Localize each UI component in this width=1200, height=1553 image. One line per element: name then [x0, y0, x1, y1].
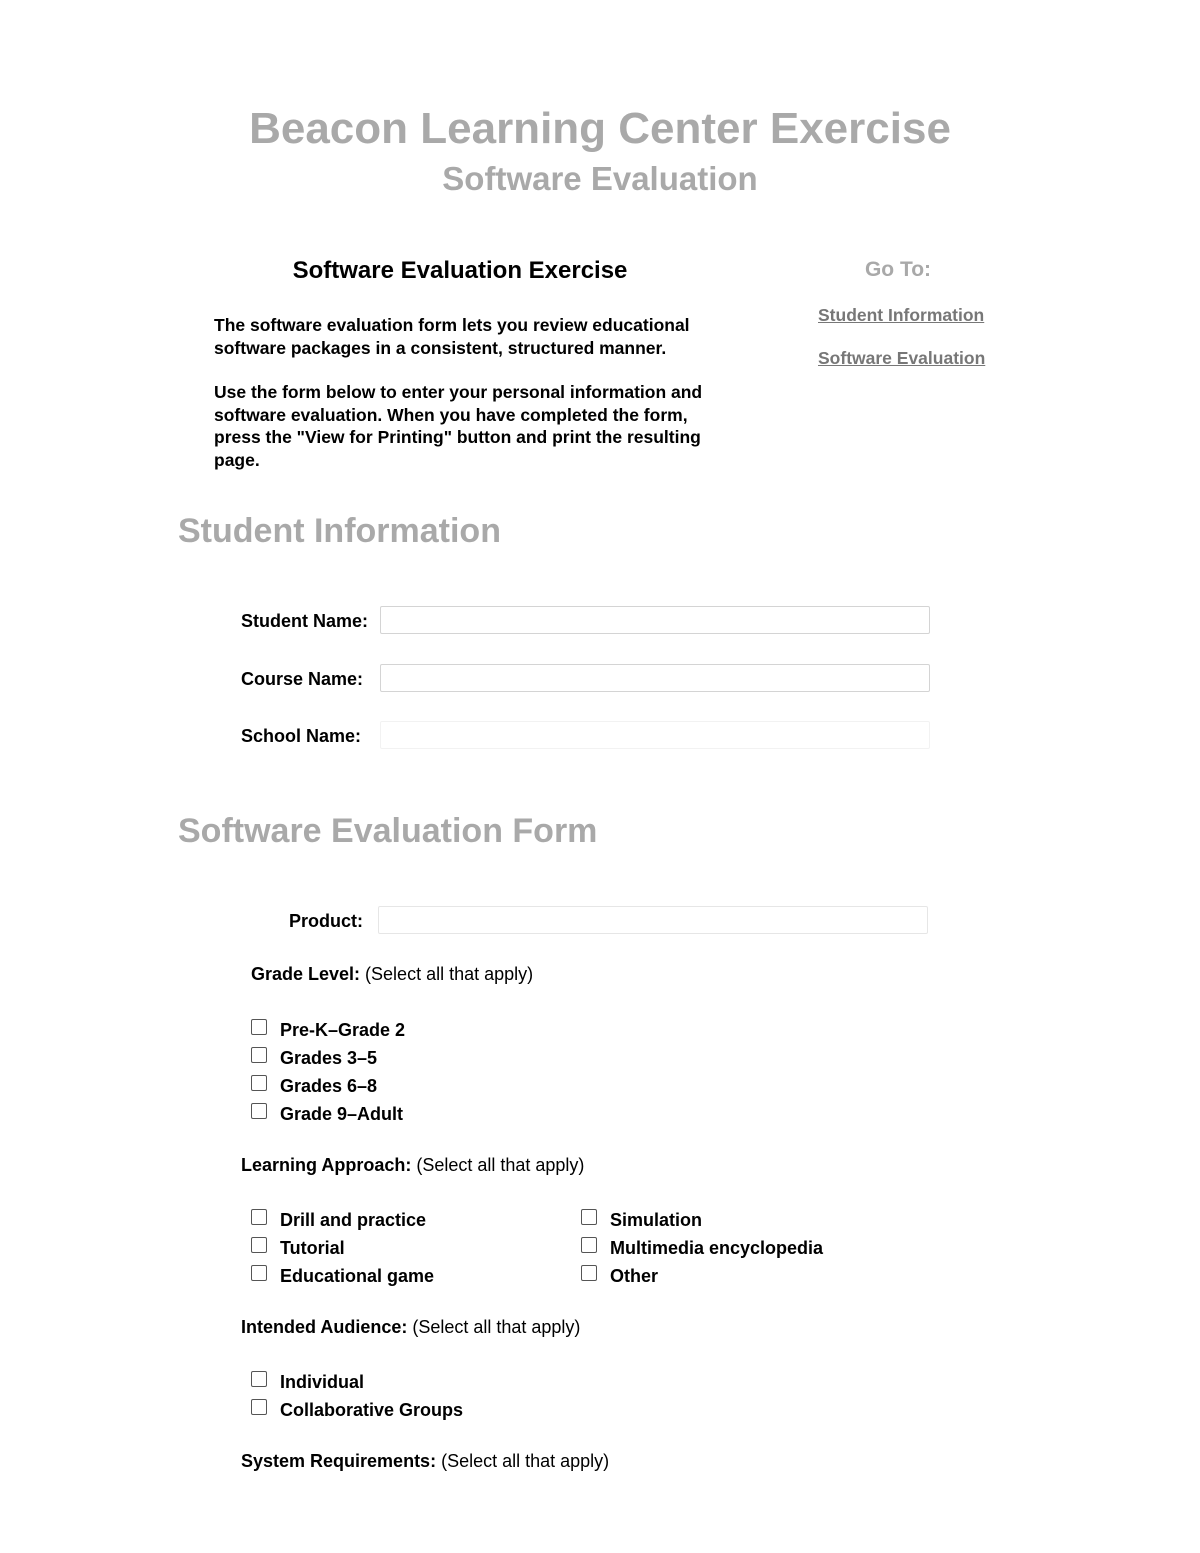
- other-label: Other: [610, 1265, 659, 1286]
- goto-link-student-information[interactable]: Student Information: [818, 305, 985, 325]
- intended-audience-hint: (Select all that apply): [407, 1317, 581, 1337]
- learning-approach-title: Learning Approach:: [241, 1155, 412, 1175]
- grade-level-hint: (Select all that apply): [360, 964, 534, 984]
- school-name-field[interactable]: [380, 721, 930, 749]
- grade-9-adult-checkbox[interactable]: [251, 1103, 267, 1119]
- student-name-field[interactable]: [380, 606, 930, 634]
- grade-prek-2-label: Pre-K–Grade 2: [280, 1019, 406, 1040]
- grade-level-title: Grade Level:: [251, 964, 361, 984]
- individual-checkbox[interactable]: [251, 1371, 267, 1387]
- grade-9-adult-option[interactable]: [251, 1102, 403, 1126]
- grade-6-8-label: Grades 6–8: [280, 1075, 378, 1096]
- page-title: Beacon Learning Center Exercise: [249, 104, 951, 153]
- drill-and-practice-option[interactable]: [251, 1208, 426, 1232]
- grade-level-label: [251, 964, 533, 985]
- collaborative-groups-option[interactable]: [251, 1398, 463, 1422]
- collaborative-groups-checkbox[interactable]: [251, 1399, 267, 1415]
- collaborative-groups-label: Collaborative Groups: [280, 1399, 464, 1420]
- system-requirements-label: [241, 1451, 609, 1472]
- intro-paragraph-2: Use the form below to enter your personal information and software evaluation. When you have completed the form, press the "View for Printing" button and print the resulting page.: [214, 382, 703, 470]
- software-evaluation-heading: Software Evaluation Form: [178, 812, 598, 850]
- intended-audience-label: [241, 1317, 580, 1338]
- grade-6-8-option[interactable]: [251, 1074, 377, 1098]
- drill-and-practice-label: Drill and practice: [280, 1209, 427, 1230]
- other-checkbox[interactable]: [581, 1265, 597, 1281]
- grade-3-5-label: Grades 3–5: [280, 1047, 378, 1068]
- intro-paragraph-1: The software evaluation form lets you review educational software packages in a consistent, structured manner.: [214, 315, 690, 358]
- educational-game-option[interactable]: [251, 1264, 434, 1288]
- individual-option[interactable]: [251, 1370, 364, 1394]
- multimedia-encyclopedia-label: Multimedia encyclopedia: [610, 1237, 824, 1258]
- grade-3-5-checkbox[interactable]: [251, 1047, 267, 1063]
- learning-approach-hint: (Select all that apply): [411, 1155, 585, 1175]
- intended-audience-title: Intended Audience:: [241, 1317, 408, 1337]
- goto-heading: Go To:: [864, 258, 932, 281]
- grade-3-5-option[interactable]: [251, 1046, 377, 1070]
- student-information-heading: Student Information: [178, 512, 501, 550]
- tutorial-label: Tutorial: [280, 1237, 345, 1258]
- other-option[interactable]: [581, 1264, 658, 1288]
- goto-link-software-evaluation[interactable]: Software Evaluation: [818, 348, 986, 368]
- product-field[interactable]: [378, 906, 928, 934]
- individual-label: Individual: [280, 1371, 365, 1392]
- intro-heading: Software Evaluation Exercise: [292, 257, 628, 284]
- school-name-label: School Name:: [241, 726, 362, 746]
- drill-and-practice-checkbox[interactable]: [251, 1209, 267, 1225]
- grade-9-adult-label: Grade 9–Adult: [280, 1103, 404, 1124]
- simulation-label: Simulation: [610, 1209, 703, 1230]
- page-subtitle: Software Evaluation: [442, 160, 758, 197]
- product-label: Product:: [289, 911, 363, 931]
- grade-prek-2-checkbox[interactable]: [251, 1019, 267, 1035]
- system-requirements-hint: (Select all that apply): [436, 1451, 610, 1471]
- learning-approach-label: [241, 1155, 584, 1176]
- educational-game-checkbox[interactable]: [251, 1265, 267, 1281]
- system-requirements-title: System Requirements:: [241, 1451, 437, 1471]
- student-name-label: Student Name:: [241, 611, 369, 631]
- multimedia-encyclopedia-option[interactable]: [581, 1236, 823, 1260]
- course-name-label: Course Name:: [241, 669, 364, 689]
- grade-prek-2-option[interactable]: [251, 1018, 405, 1042]
- simulation-checkbox[interactable]: [581, 1209, 597, 1225]
- educational-game-label: Educational game: [280, 1265, 435, 1286]
- tutorial-checkbox[interactable]: [251, 1237, 267, 1253]
- course-name-field[interactable]: [380, 664, 930, 692]
- grade-6-8-checkbox[interactable]: [251, 1075, 267, 1091]
- simulation-option[interactable]: [581, 1208, 702, 1232]
- multimedia-encyclopedia-checkbox[interactable]: [581, 1237, 597, 1253]
- tutorial-option[interactable]: [251, 1236, 345, 1260]
